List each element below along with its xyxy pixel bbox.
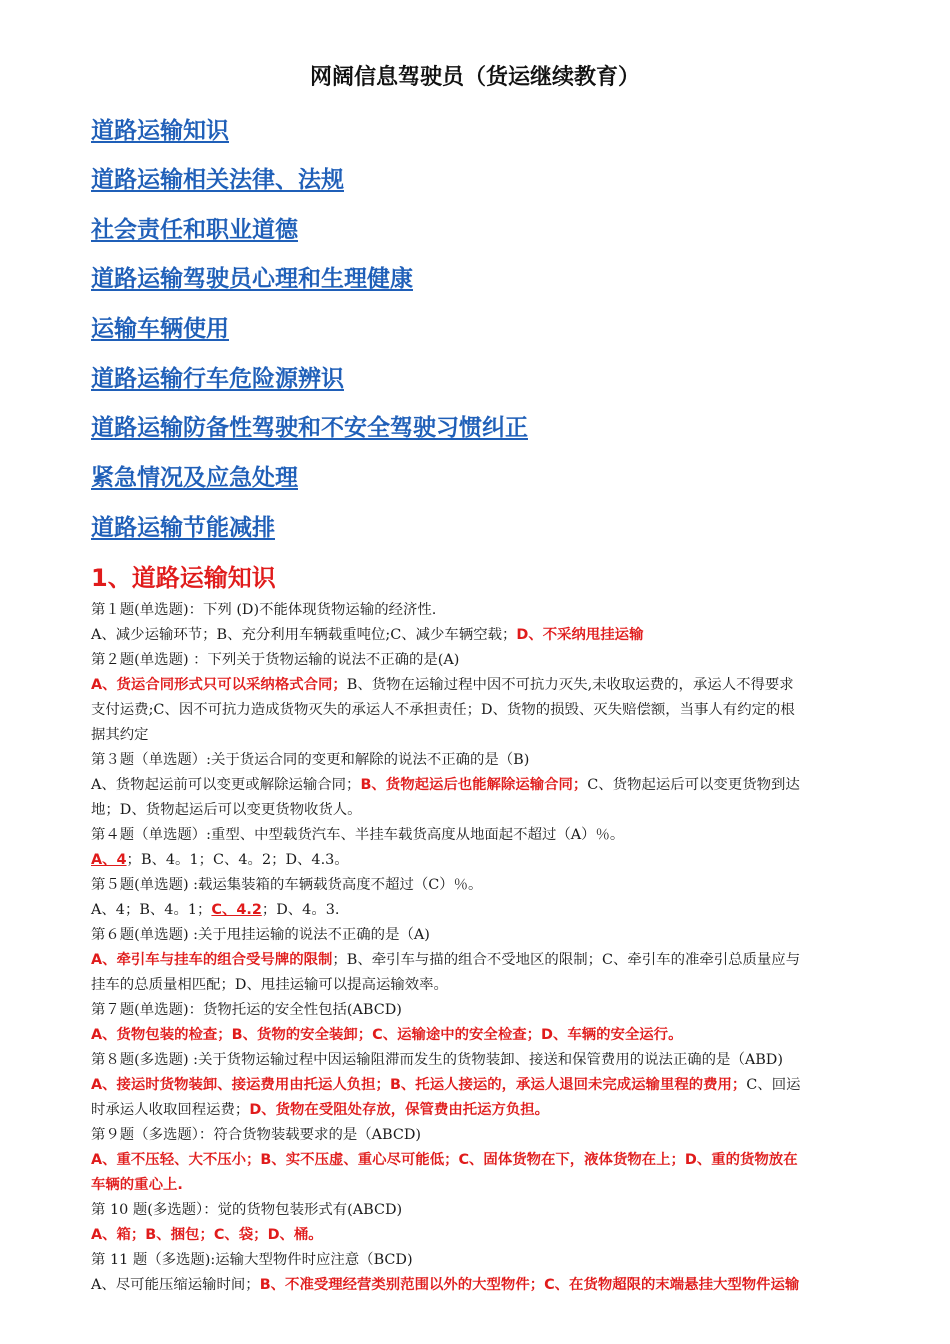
question-text: 第１题(单选题)：下列 (D)不能体现货物运输的经济性.	[91, 602, 437, 618]
answer-line	[91, 848, 906, 873]
answer-line	[91, 1073, 906, 1098]
option-text: 时承运人收取回程运费；	[91, 1102, 250, 1118]
question-line	[91, 748, 906, 773]
answer-line	[91, 1098, 906, 1123]
page-title: 网阔信息驾驶员（货运继续教育）	[309, 65, 640, 90]
correct-answer: A、牵引车与挂车的组合受号牌的限制	[91, 952, 333, 968]
question-text: 第５题(单选题) :载运集装箱的车辆载货高度不超过（C）％。	[91, 877, 483, 893]
question-line	[91, 923, 906, 948]
answer-line	[91, 898, 906, 923]
option-text: A、尽可能压缩运输时间；	[91, 1277, 260, 1293]
answer-line	[91, 698, 906, 723]
correct-answer: D、不采纳甩挂运输	[516, 627, 644, 643]
option-text: B、货物在运输过程中因不可抗力灭失,未收取运费的，承运人不得要求	[346, 677, 794, 693]
toc-link-defensive-driving[interactable]: 道路运输防备性驾驶和不安全驾驶习惯纠正	[91, 415, 528, 441]
option-text: 挂车的总质量相匹配；D、甩挂运输可以提高运输效率。	[91, 977, 448, 993]
answer-line	[91, 1173, 906, 1198]
question-text: 第３题（单选题）:关于货运合同的变更和解除的说法不正确的是（B)	[91, 752, 530, 768]
correct-answer: A、货物包装的检查；B、货物的安全装卸；C、运输途中的安全检查；D、车辆的安全运行。	[91, 1027, 683, 1043]
correct-answer: A、箱；B、捆包；C、袋；D、桶。	[91, 1227, 323, 1243]
question-line	[91, 1198, 906, 1223]
correct-answer: D、货物在受阻处存放，保管费由托运方负担。	[249, 1102, 550, 1118]
answer-line	[91, 973, 906, 998]
toc-link-hazard-identification[interactable]: 道路运输行车危险源辨识	[91, 366, 344, 392]
question-line	[91, 998, 906, 1023]
option-text: ；B、4。1；C、4。2；D、4.3。	[126, 852, 349, 868]
option-text: 据其约定	[91, 727, 149, 743]
answer-line	[91, 798, 906, 823]
correct-answer: B、货物起运后也能解除运输合同；	[360, 777, 588, 793]
question-line	[91, 1048, 906, 1073]
question-text: 第７题(单选题)：货物托运的安全性包括(ABCD)	[91, 1002, 402, 1018]
correct-answer: A、货运合同形式只可以采纳格式合同；	[91, 677, 347, 693]
question-text: 第８题(多选题) :关于货物运输过程中因运输阻滞而发生的货物装卸、接送和保管费用的说法正确的是（ABD)	[91, 1052, 783, 1068]
question-line	[91, 873, 906, 898]
toc-link-social-responsibility[interactable]: 社会责任和职业道德	[91, 217, 298, 243]
option-text: A、货物起运前可以变更或解除运输合同；	[91, 777, 361, 793]
toc-link-road-transport-knowledge[interactable]: 道路运输知识	[91, 118, 229, 144]
option-text: ；D、4。3.	[261, 902, 340, 918]
answer-line	[91, 623, 906, 648]
question-line	[91, 1123, 906, 1148]
question-line	[91, 823, 906, 848]
question-text: 第 11 题（多选题):运输大型物件时应注意（BCD)	[91, 1252, 413, 1268]
question-text: 第２题(单选题) ：下列关于货物运输的说法不正确的是(A)	[91, 652, 460, 668]
question-text: 第 10 题(多选题）：觉的货物包装形式有(ABCD)	[91, 1202, 403, 1218]
answer-line	[91, 1273, 906, 1298]
toc-link-energy-saving[interactable]: 道路运输节能减排	[91, 515, 275, 541]
toc-link-laws-regulations[interactable]: 道路运输相关法律、法规	[91, 167, 344, 193]
option-text: 地；D、货物起运后可以变更货物收货人。	[91, 802, 362, 818]
answer-line	[91, 1223, 906, 1248]
toc-link-driver-health[interactable]: 道路运输驾驶员心理和生理健康	[91, 266, 413, 292]
option-text: A、减少运输环节；B、充分利用车辆载重吨位;C、减少车辆空载；	[91, 627, 517, 643]
correct-answer: 车辆的重心上.	[91, 1177, 183, 1193]
question-text: 第４题（单选题）:重型、中型载货汽车、半挂车载货高度从地面起不超过（A）％。	[91, 827, 625, 843]
option-text: C、回运	[746, 1077, 801, 1093]
answer-line	[91, 1023, 906, 1048]
option-text: ；B、牵引车与描的组合不受地区的限制；C、牵引车的准牵引总质量应与	[332, 952, 801, 968]
correct-answer: C、4.2	[211, 902, 262, 918]
question-line	[91, 1248, 906, 1273]
correct-answer: A、重不压轻、大不压小；B、实不压虚、重心尽可能低；C、固体货物在下，液体货物在上；D、重的货物放在	[91, 1152, 798, 1168]
correct-answer: A、4	[91, 852, 127, 868]
answer-line	[91, 948, 906, 973]
answer-line	[91, 1148, 906, 1173]
toc-link-vehicle-use[interactable]: 运输车辆使用	[91, 316, 229, 342]
correct-answer: A、接运时货物装卸、接运费用由托运人负担；B、托运人接运的，承运人退回未完成运输里程的费用；	[91, 1077, 747, 1093]
answer-line	[91, 723, 906, 748]
section-heading: 1、道路运输知识	[91, 564, 276, 592]
answer-line	[91, 673, 906, 698]
option-text: C、货物起运后可以变更货物到达	[587, 777, 800, 793]
question-text: 第９题（多选题）：符合货物装载要求的是（ABCD)	[91, 1127, 422, 1143]
question-text: 第６题(单选题) :关于甩挂运输的说法不正确的是（A)	[91, 927, 430, 943]
correct-answer: B、不准受理经营类别范围以外的大型物件；C、在货物超限的末端悬挂大型物件运输	[259, 1277, 800, 1293]
question-list	[91, 598, 906, 1298]
option-text: 支付运费;C、因不可抗力造成货物灭失的承运人不承担责任；D、货物的损毁、灭失赔偿额，当事人有约定的根	[91, 702, 795, 718]
question-line	[91, 648, 906, 673]
question-line	[91, 598, 906, 623]
toc-link-emergency-handling[interactable]: 紧急情况及应急处理	[91, 465, 298, 491]
answer-line	[91, 773, 906, 798]
option-text: A、4；B、4。1；	[91, 902, 212, 918]
